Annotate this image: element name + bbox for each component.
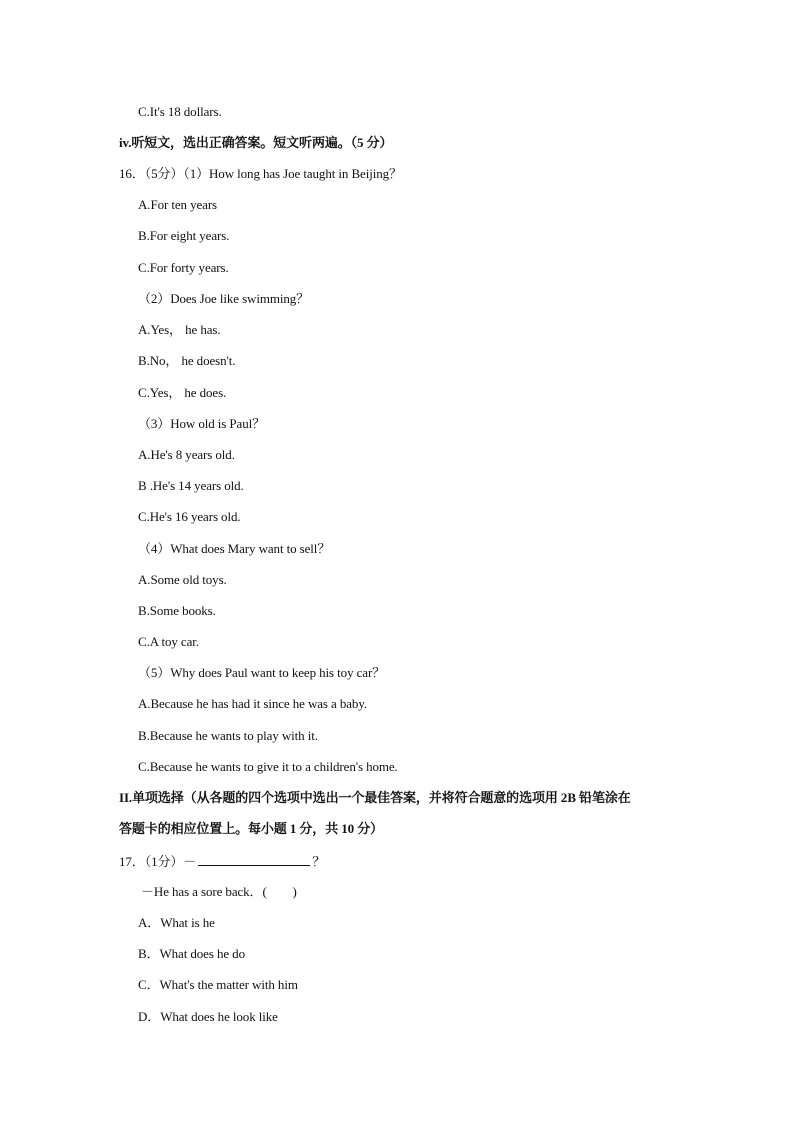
q16-4-option-b: B.Some books. [138, 603, 216, 618]
q16-2-option-b: B.No， he doesn't. [138, 353, 236, 368]
q16-3-option-a: A.He's 8 years old. [138, 447, 235, 462]
q16-2-option-a: A.Yes， he has. [138, 322, 221, 337]
q16-5-option-c: C.Because he wants to give it to a children's home. [138, 759, 398, 774]
option-c-price: C.It's 18 dollars. [138, 104, 222, 119]
question-17-suffix: ？ [312, 854, 326, 869]
q17-option-d: D．What does he look like [138, 1009, 278, 1024]
q16-1-option-c: C.For forty years. [138, 260, 229, 275]
section-ii-heading-line2: 答题卡的相应位置上。每小题 1 分，共 10 分） [119, 821, 384, 836]
q16-3-stem: （3）How old is Paul？ [138, 416, 266, 431]
q16-1-option-a: A.For ten years [138, 197, 218, 212]
q16-4-option-a: A.Some old toys. [138, 572, 227, 587]
section-iv-heading: iv.听短文，选出正确答案。短文听两遍。（5 分） [119, 135, 393, 150]
q17-option-c: C．What's the matter with him [138, 977, 298, 992]
q17-option-b: B．What does he do [138, 946, 245, 961]
question-17-stem [119, 853, 325, 870]
q17-response: －He has a sore back．( ) [141, 884, 297, 899]
answer-blank [198, 853, 310, 866]
q16-3-option-b: B .He's 14 years old. [138, 478, 244, 493]
q16-2-option-c: C.Yes， he does. [138, 385, 227, 400]
q16-5-option-b: B.Because he wants to play with it. [138, 728, 318, 743]
q16-3-option-c: C.He's 16 years old. [138, 509, 241, 524]
q16-4-option-c: C.A toy car. [138, 634, 199, 649]
question-17-prefix: 17．（1分）－ [119, 854, 197, 869]
q16-2-stem: （2）Does Joe like swimming？ [138, 291, 310, 306]
q16-4-stem: （4）What does Mary want to sell？ [138, 541, 331, 556]
question-16-stem: 16．（5分）（1）How long has Joe taught in Beijing？ [119, 166, 402, 181]
section-ii-heading-line1: II.单项选择（从各题的四个选项中选出一个最佳答案，并将符合题意的选项用 2B 铅笔涂在 [119, 790, 631, 805]
q16-5-option-a: A.Because he has had it since he was a baby. [138, 696, 368, 711]
q16-5-stem: （5）Why does Paul want to keep his toy car？ [138, 665, 386, 680]
q16-1-option-b: B.For eight years. [138, 228, 230, 243]
q17-option-a: A．What is he [138, 915, 215, 930]
